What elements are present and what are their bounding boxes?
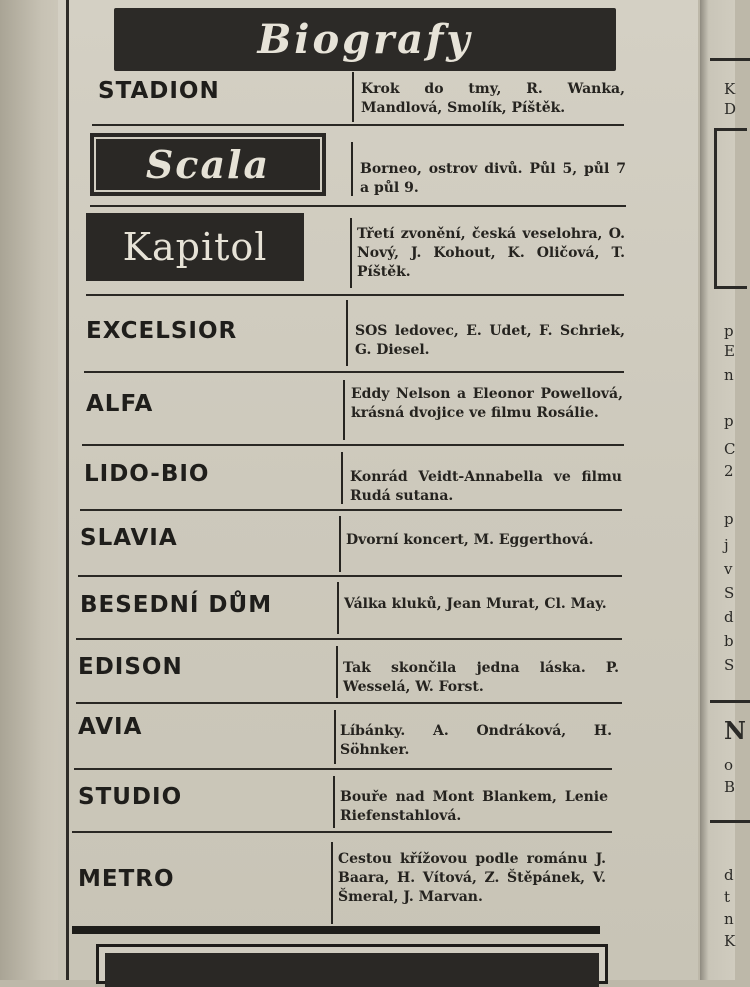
row-divider	[74, 768, 612, 770]
adjacent-text: S	[724, 584, 735, 602]
cinema-name: LIDO-BIO	[84, 461, 210, 487]
section-header-banner	[114, 8, 616, 71]
adjacent-rule	[710, 700, 750, 703]
adjacent-rule	[710, 58, 750, 61]
cinema-name: STUDIO	[78, 784, 183, 810]
cinema-name: ALFA	[86, 391, 154, 417]
adjacent-text: d	[724, 608, 734, 626]
film-listing: Třetí zvonění, česká veselohra, O. Nový, J. Kohout, K. Oličová, T. Píštěk.	[357, 226, 625, 280]
film-listing: Tak skončila jedna láska. P. Wesselá, W. Forst.	[343, 660, 619, 695]
cinema-name: Kapitol	[122, 225, 268, 269]
column-divider	[334, 710, 336, 764]
cinema-name: AVIA	[78, 714, 143, 740]
row-divider	[90, 205, 626, 207]
cinema-name: EDISON	[78, 654, 183, 680]
cinema-name: BESEDNÍ DŮM	[80, 592, 273, 618]
column-divider	[351, 142, 353, 196]
adjacent-text: p	[724, 412, 734, 430]
row-divider	[84, 371, 624, 373]
cinema-name: Scala	[145, 142, 271, 187]
adjacent-text: v	[724, 560, 733, 578]
row-divider	[78, 575, 622, 577]
section-end-rule	[72, 926, 600, 934]
adjacent-text: b	[724, 632, 734, 650]
section-title: Biografy	[257, 16, 473, 63]
row-divider	[76, 702, 622, 704]
row-divider	[86, 294, 624, 296]
adjacent-rule	[710, 820, 750, 823]
column-divider	[331, 842, 333, 924]
cinema-name: STADION	[98, 78, 220, 104]
column-divider	[341, 452, 343, 504]
adjacent-box	[714, 128, 747, 289]
page-border-rule	[66, 0, 69, 980]
film-listing: Bouře nad Mont Blankem, Lenie Riefenstahlová.	[340, 789, 608, 824]
adjacent-text: N	[724, 716, 746, 745]
adjacent-text: n	[724, 910, 734, 928]
film-listing: SOS ledovec, E. Udet, F. Schriek, G. Diesel.	[355, 323, 625, 358]
adjacent-page	[700, 0, 746, 980]
adjacent-text: S	[724, 656, 735, 674]
film-listing: Líbánky. A. Ondráková, H. Söhnker.	[340, 723, 612, 758]
film-listing: Cestou křížovou podle románu J. Baara, H. Vítová, Z. Štěpánek, V. Šmeral, J. Marvan.	[338, 851, 606, 905]
next-section-banner-fill	[105, 953, 599, 987]
film-listing: Dvorní koncert, M. Eggerthová.	[346, 532, 594, 548]
column-divider	[352, 72, 354, 122]
row-divider	[92, 124, 624, 126]
scala-logo-frame	[94, 137, 322, 192]
column-divider	[346, 300, 348, 366]
cinema-name: SLAVIA	[80, 525, 178, 551]
column-divider	[350, 218, 352, 288]
adjacent-text: t	[724, 888, 731, 906]
adjacent-text: K	[724, 80, 736, 98]
column-divider	[343, 380, 345, 440]
adjacent-text: p	[724, 322, 734, 340]
column-divider	[336, 646, 338, 698]
adjacent-text: D	[724, 100, 737, 118]
column-divider	[333, 776, 335, 828]
cinema-name: METRO	[78, 866, 175, 892]
column-divider	[339, 516, 341, 572]
next-section-banner	[96, 944, 608, 984]
adjacent-text: C	[724, 440, 736, 458]
row-divider	[80, 509, 622, 511]
adjacent-text: 2	[724, 462, 734, 480]
film-listing: Krok do tmy, R. Wanka, Mandlová, Smolík, Píštěk.	[361, 81, 625, 116]
row-divider	[72, 831, 612, 833]
adjacent-text: K	[724, 932, 736, 950]
row-divider	[82, 444, 624, 446]
adjacent-text: o	[724, 756, 734, 774]
kapitol-logo	[86, 213, 304, 281]
film-listing: Konrád Veidt-Annabella ve filmu Rudá sutana.	[350, 469, 622, 504]
row-divider	[76, 638, 622, 640]
adjacent-text: d	[724, 866, 734, 884]
adjacent-text: B	[724, 778, 736, 796]
film-listing: Eddy Nelson a Eleonor Powellová, krásná dvojice ve filmu Rosálie.	[351, 386, 623, 421]
column-divider	[337, 582, 339, 634]
cinema-name: EXCELSIOR	[86, 318, 238, 344]
adjacent-text: p	[724, 510, 734, 528]
film-listing: Válka kluků, Jean Murat, Cl. May.	[344, 596, 607, 612]
film-listing: Borneo, ostrov divů. Půl 5, půl 7 a půl 9.	[360, 161, 626, 196]
scala-logo	[90, 133, 326, 196]
adjacent-text: n	[724, 366, 734, 384]
adjacent-text: j	[724, 536, 729, 554]
adjacent-text: E	[724, 342, 735, 360]
